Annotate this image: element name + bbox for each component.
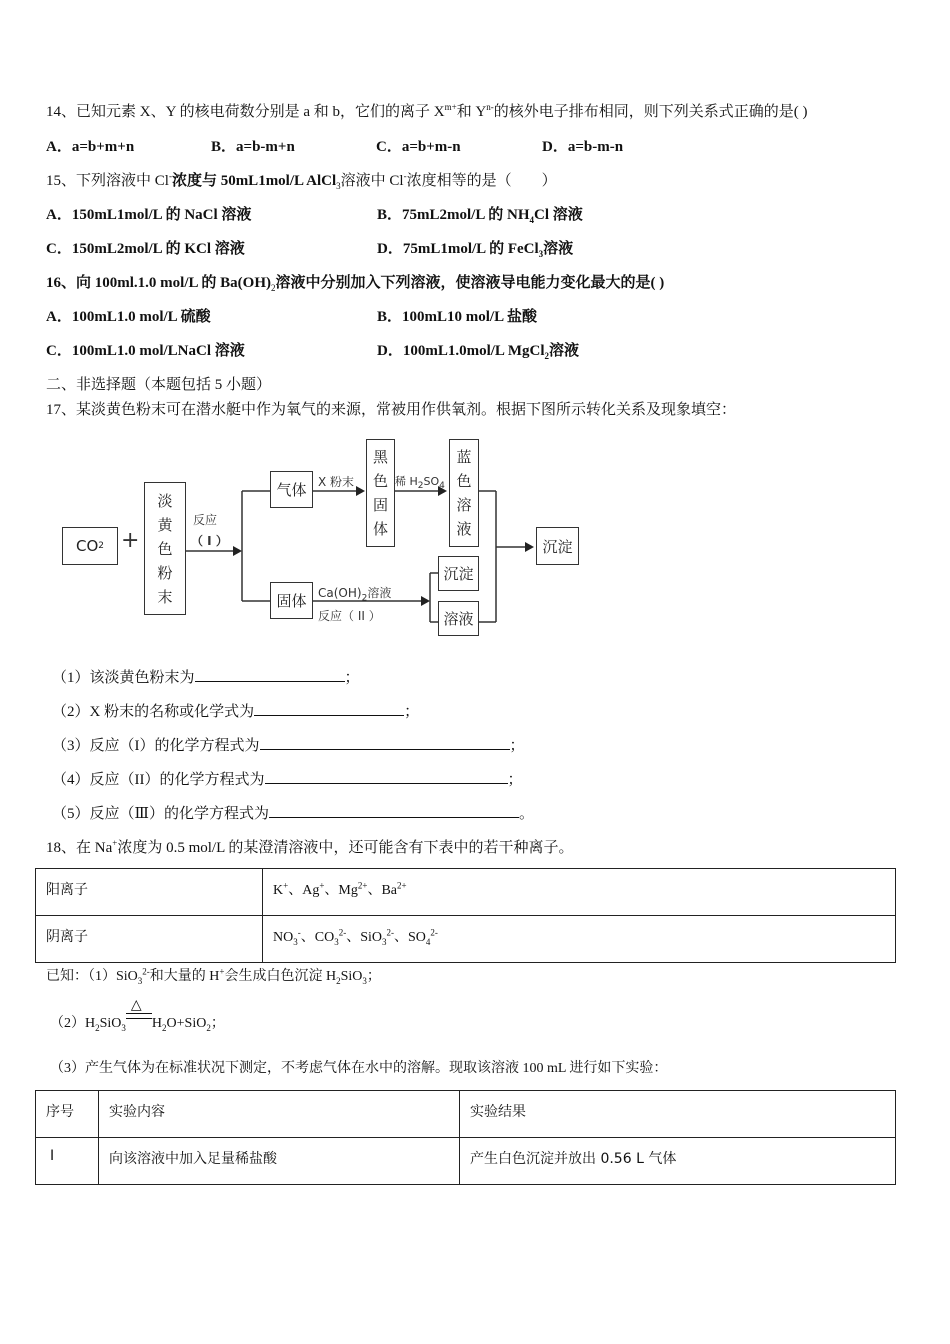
option-text: Cl 溶液 [534, 207, 583, 223]
separator: 、 [324, 883, 339, 898]
q14-x-charge: m+ [444, 102, 457, 112]
known-text: 和大量的 H [149, 969, 220, 984]
option-text: 100mL1.0mol/L MgCl [402, 343, 545, 359]
char: 蓝 [456, 448, 472, 466]
option-letter: D． [377, 241, 403, 257]
ion-list-cell [263, 916, 896, 963]
caoh2-label [318, 584, 392, 604]
charge: + [283, 880, 289, 891]
q18-stem-text: 浓度为 0.5 mol/L 的某澄清溶液中，还可能含有下表中的若干种离子。 [117, 840, 574, 856]
ion-type-cell: 阴离子 [36, 916, 263, 963]
separator: 、 [393, 930, 408, 945]
char: 色 [456, 472, 472, 490]
precipitate-label: 沉淀 [542, 537, 573, 556]
punctuation: ； [366, 969, 381, 984]
subscript: 3 [334, 936, 339, 947]
table-header-row [36, 1091, 896, 1138]
separator: 、 [288, 883, 303, 898]
charge: 2+ [357, 880, 368, 891]
charge: + [319, 880, 325, 891]
heat-equals-sign [126, 998, 152, 1027]
separator: 、 [346, 930, 361, 945]
q14-stem-text: 的核外电子排布相同，则下列关系式正确的是( ) [493, 104, 808, 120]
option-text: a=b+m-n [401, 139, 461, 155]
charge: - [297, 927, 301, 938]
option-letter: A． [46, 207, 72, 223]
known-1 [46, 967, 381, 987]
yellow-powder-box [144, 482, 186, 615]
separator: 、 [300, 930, 315, 945]
answer-blank[interactable] [269, 803, 519, 818]
result-cell: 产生白色沉淀并放出 0.56 L 气体 [460, 1138, 896, 1185]
separator: 、 [367, 883, 382, 898]
known-text: （2）H [50, 1016, 96, 1031]
option-letter: C． [46, 343, 72, 359]
char: 溶 [456, 496, 472, 514]
q15-stem-text: 浓度与 50mL1mol/L AlCl [171, 173, 337, 189]
option-letter: D． [377, 343, 403, 359]
column-header: 序号 [36, 1091, 99, 1138]
char: 淡 [157, 491, 173, 510]
solid-label: 固体 [276, 592, 307, 610]
gas-label: 气体 [276, 481, 307, 499]
q17-sub-5 [52, 803, 534, 824]
option-letter: C． [46, 241, 72, 257]
option-text: 75mL1mol/L 的 FeCl [402, 241, 539, 257]
punctuation: ； [509, 738, 525, 754]
option-text: 150mL1mol/L 的 NaCl 溶液 [71, 207, 252, 223]
answer-blank[interactable] [260, 735, 510, 750]
q14-option-c[interactable] [376, 137, 461, 157]
charge: 2- [430, 927, 438, 938]
heat-triangle-icon: △ [130, 998, 142, 1013]
punctuation: 。 [518, 806, 534, 822]
option-letter: D． [542, 139, 568, 155]
char: 粉 [157, 563, 173, 582]
q15-stem-text: 浓度相等的是（ ） [406, 173, 557, 189]
subscript: 2 [336, 975, 341, 986]
answer-blank[interactable] [265, 769, 508, 784]
q15-option-c[interactable] [46, 239, 245, 259]
subscript: 3 [121, 1022, 126, 1033]
q18-stem [46, 838, 573, 858]
q14-y-charge: n- [486, 102, 494, 112]
q17-stem: 17、某淡黄色粉末可在潜水艇中作为氧气的来源，常被用作供氧剂。根据下图所示转化关系及现象填空： [46, 402, 737, 418]
ion: NO [273, 930, 294, 945]
sub-question-label: （1）该淡黄色粉末为 [52, 670, 195, 686]
subscript: 4 [529, 215, 535, 225]
option-letter: B． [211, 139, 237, 155]
co2-box: CO 2 [62, 527, 118, 565]
subscript: 3 [538, 249, 544, 259]
ion: CO [314, 930, 335, 945]
q15-stem [46, 171, 557, 191]
subscript: 3 [362, 975, 367, 986]
char: 液 [456, 520, 472, 538]
solution-box [438, 601, 479, 636]
experiment-table [35, 1090, 896, 1185]
reaction-1-label: 反应 [193, 513, 218, 527]
option-text: 100mL10 mol/L 盐酸 [402, 309, 538, 325]
q14-option-a[interactable] [46, 137, 134, 157]
column-header: 实验内容 [99, 1091, 460, 1138]
known-text: SiO [99, 1016, 122, 1031]
reaction-2-label: 反应（ II ） [318, 609, 381, 623]
char: 色 [157, 539, 173, 558]
solid-box [270, 582, 313, 619]
ion: Mg [338, 883, 358, 898]
sub-question-label: （5）反应（Ⅲ）的化学方程式为 [52, 806, 269, 822]
charge: 2- [142, 966, 150, 977]
option-text: 75mL2mol/L 的 NH [402, 207, 530, 223]
punctuation: ； [210, 1016, 225, 1031]
column-header: 实验结果 [460, 1091, 896, 1138]
q16-option-a[interactable] [46, 307, 211, 327]
sub-question-label: （4）反应（II）的化学方程式为 [52, 772, 265, 788]
charge: 2- [338, 927, 347, 938]
subscript: 2 [95, 1022, 100, 1033]
option-letter: A． [46, 139, 72, 155]
caoh2-text: 溶液 [367, 586, 392, 600]
ion-type-cell: 阳离子 [36, 869, 263, 916]
table-row [36, 869, 896, 916]
q17-flow-diagram [55, 430, 595, 645]
subscript: 2 [544, 351, 550, 361]
char: 体 [372, 520, 388, 538]
ion: K [273, 883, 284, 898]
option-text: 150mL2mol/L 的 KCl 溶液 [71, 241, 245, 257]
option-letter: C． [376, 139, 402, 155]
punctuation: ； [344, 670, 360, 686]
q16-stem-text: 16、向 100ml.1.0 mol/L 的 Ba(OH) [46, 275, 272, 291]
option-text: 溶液 [543, 241, 574, 257]
q15-option-b[interactable] [377, 205, 583, 225]
charge: 2+ [397, 880, 407, 891]
acid-text: SO [423, 475, 440, 488]
q15-stem-text: 15、下列溶液中 Cl [46, 173, 169, 189]
charge: 2- [386, 927, 394, 938]
known-2 [50, 998, 225, 1034]
q18-stem-text: 18、在 Na [46, 840, 113, 856]
punctuation: ； [404, 704, 420, 720]
option-letter: B． [377, 309, 403, 325]
dilute-sulfuric-acid-label [395, 473, 445, 492]
q16-option-d[interactable] [377, 341, 579, 361]
sub-question-label: （2）X 粉末的名称或化学式为 [52, 704, 255, 720]
charge: + [112, 838, 118, 848]
section-heading: 二、非选择题（本题包括 5 小题） [46, 377, 272, 393]
table-row [36, 1138, 896, 1185]
blue-solution-box [449, 439, 479, 547]
char: 黄 [157, 515, 173, 534]
ion: Ag [302, 883, 320, 898]
charge: + [219, 966, 225, 977]
ion: Ba [381, 883, 397, 898]
option-text: 溶液 [549, 343, 580, 359]
caoh2-text: Ca(OH) [318, 586, 362, 600]
q14-stem-text: 和 Y [456, 104, 487, 120]
q14-option-b[interactable] [211, 137, 295, 157]
q15-stem-text: 溶液中 Cl [340, 173, 404, 189]
q17-sub-4 [52, 769, 523, 790]
precipitate-box [438, 556, 479, 591]
q15-option-a[interactable] [46, 205, 251, 225]
charge: - [168, 171, 172, 181]
subscript: 2 [417, 481, 424, 492]
ion: SiO [360, 930, 382, 945]
subscript: 3 [336, 181, 341, 191]
acid-text: 稀 H [395, 475, 418, 488]
subscript: 3 [381, 936, 387, 947]
charge: - [403, 171, 407, 181]
punctuation: ； [507, 772, 523, 788]
content-cell: 向该溶液中加入足量稀盐酸 [99, 1138, 460, 1185]
subscript: 3 [137, 975, 143, 986]
subscript: 4 [439, 481, 445, 492]
subscript: 2 [206, 1022, 211, 1033]
final-precipitate-box [536, 527, 579, 565]
known-text: O+SiO [166, 1016, 207, 1031]
q14-stem-text: 14、已知元素 X、Y 的核电荷数分别是 a 和 b，它们的离子 X [46, 104, 445, 120]
known-3: （3）产生气体为在标准状况下测定，不考虑气体在水中的溶解。现取该溶液 100 mL 进行如下实验： [50, 1061, 668, 1076]
double-line [126, 1013, 152, 1019]
q17-sub-1 [52, 667, 360, 688]
black-solid-box [366, 439, 395, 547]
known-text: 已知：（1）SiO [46, 969, 138, 984]
q16-stem [46, 273, 664, 293]
gas-box [270, 471, 313, 508]
subscript: 2 [361, 593, 368, 604]
serial-cell: Ⅰ [36, 1138, 99, 1185]
option-text: a=b+m+n [71, 139, 135, 155]
option-letter: A． [46, 309, 72, 325]
solution-label: 溶液 [443, 610, 474, 628]
reaction-1-number: （ I ） [191, 534, 228, 548]
option-text: a=b-m-n [567, 139, 624, 155]
answer-blank[interactable] [195, 667, 345, 682]
ion-list-cell [263, 869, 896, 916]
answer-blank[interactable] [254, 701, 404, 716]
known-text: 会生成白色沉淀 H [224, 969, 337, 984]
sub-question-label: （3）反应（I）的化学方程式为 [52, 738, 260, 754]
char: 色 [372, 472, 388, 490]
known-text: SiO [340, 969, 363, 984]
q14-stem [46, 102, 808, 122]
option-text: 100mL1.0 mol/L 硫酸 [71, 309, 211, 325]
q16-stem-text: 溶液中分别加入下列溶液，使溶液导电能力变化最大的是( ) [275, 275, 665, 291]
known-text: H [151, 1016, 163, 1031]
plus-sign: + [121, 528, 140, 553]
option-letter: B． [377, 207, 403, 223]
option-text: a=b-m+n [236, 139, 295, 155]
q16-option-b[interactable] [377, 307, 537, 327]
char: 固 [372, 496, 388, 514]
x-powder-label: X 粉末 [318, 475, 355, 489]
ion-table [35, 868, 896, 963]
subscript: 3 [293, 936, 298, 947]
q14-option-d[interactable] [542, 137, 623, 157]
subscript: 2 [162, 1022, 167, 1033]
table-row [36, 916, 896, 963]
char: 黑 [372, 448, 388, 466]
q17-sub-3 [52, 735, 525, 756]
subscript: 4 [425, 936, 431, 947]
q17-sub-2 [52, 701, 419, 722]
subscript: 2 [271, 283, 276, 293]
co2-label: CO [75, 537, 99, 555]
option-text: 100mL1.0 mol/LNaCl 溶液 [71, 343, 245, 359]
q16-option-c[interactable] [46, 341, 245, 361]
q15-option-d[interactable] [377, 239, 573, 259]
char: 末 [157, 587, 173, 606]
ion: SO [407, 930, 426, 945]
precipitate-label: 沉淀 [443, 565, 474, 583]
